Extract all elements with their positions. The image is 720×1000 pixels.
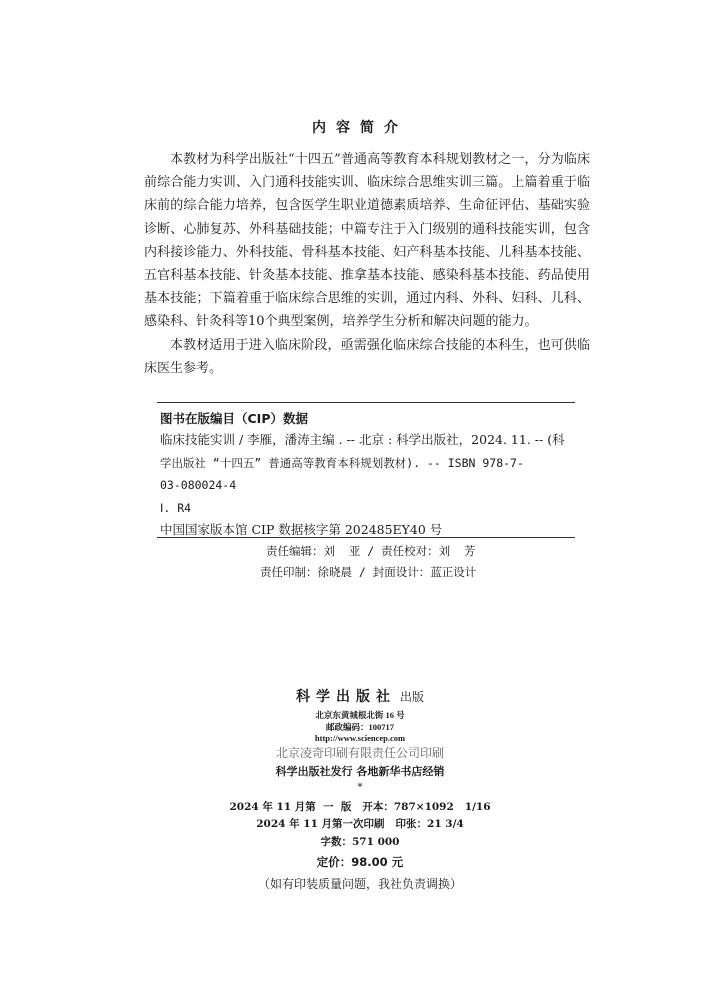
cip-line: 03-080024-4 [160,478,237,492]
cip-classification: Ⅰ. R4 [160,500,192,515]
abstract-body [144,148,590,380]
separator-star: * [357,781,363,793]
cip-block [160,409,578,542]
publisher-website: http://www.sciencep.com [314,733,406,743]
cip-line: 临床技能实训 / 李雁，潘涛主编 . -- 北京 : 科学出版社，2024. 11. -- (科 [160,432,565,447]
publisher-block [0,686,720,895]
publisher-postcode: 邮政编码：100717 [325,721,394,732]
cip-heading: 图书在版编目（CIP）数据 [160,411,308,426]
word-count: 字数：571 000 [320,835,400,848]
abstract-title: 内容简介 [312,120,408,136]
editorial-credits [180,541,680,583]
credit-line: 责任印制：徐晓晨 / 封面设计：蓝正设计 [260,565,477,579]
cip-top-rule [157,402,575,403]
quality-notice: （如有印装质量问题，我社负责调换） [257,877,462,891]
printer-line: 北京凌奇印刷有限责任公司印刷 [275,745,444,760]
credit-line: 责任编辑：刘 亚 / 责任校对：刘 芳 [266,544,476,558]
edition-line: 2024 年 11 月第 一 版 开本：787×1092 1/16 [229,800,491,813]
cip-record-number: 中国国家版本馆 CIP 数据核字第 202485EY40 号 [160,522,443,537]
abstract-paragraph: 本教材为科学出版社“十四五”普通高等教育本科规划教材之一，分为临床前综合能力实训、入门通科技能实训、临床综合思维实训三篇。上篇着重于临床前的综合能力培养，包含医学生职业道德素质培养、生命征评估、基础实验诊断、心肺复苏、外科基础技能；中篇专注于入门级别的通科技能实训，包含内科接诊能力、外科技能、骨科基本技能、妇产科基本技能、儿科基本技能、五官科基本技能、针灸基本技能、推拿基本技能、感染科基本技能、药品使用基本技能；下篇着重于临床综合思维的实训，通过内科、外科、妇科、儿科、感染科、针灸科等10个典型案例，培养学生分析和解决问题的能力。 [144,152,590,330]
cip-bottom-rule [157,537,575,538]
cip-line: 学出版社 “十四五” 普通高等教育本科规划教材). -- ISBN 978-7- [160,455,524,470]
printing-line: 2024 年 11 月第一次印刷 印张：21 3/4 [256,818,464,830]
price: 定价：98.00 元 [316,855,404,869]
distribution-line: 科学出版社发行 各地新华书店经销 [275,764,445,778]
publish-label: 出版 [399,690,424,704]
publisher-logo-text: 科学出版社 [295,689,396,705]
publisher-address: 北京东黄城根北街 16 号 [315,710,405,720]
abstract-paragraph: 本教材适用于进入临床阶段，亟需强化临床综合技能的本科生，也可供临床医生参考。 [144,337,590,376]
